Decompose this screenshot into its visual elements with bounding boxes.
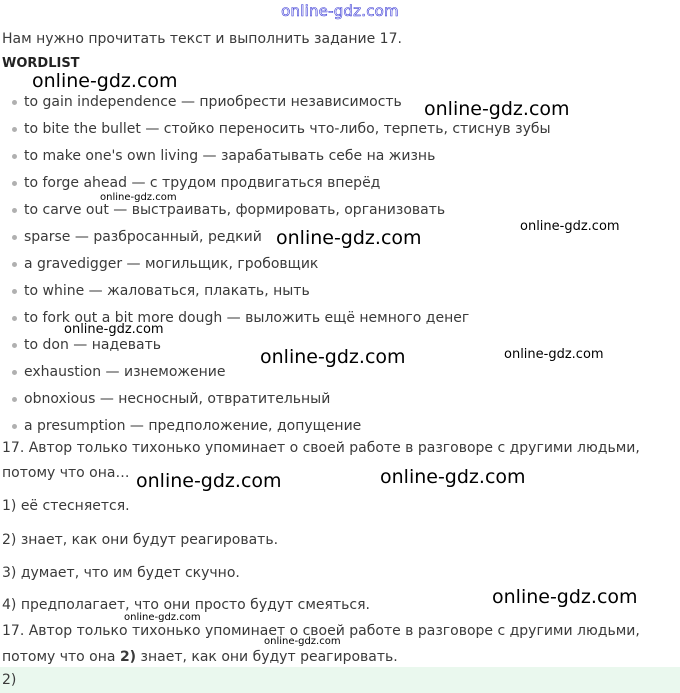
wordlist-item-text: obnoxious — несносный, отвратительный [24, 391, 331, 407]
watermark: online-gdz.com [504, 347, 604, 362]
answer-line-1: 17. Автор только тихонько упоминает о своей работе в разговоре с другими людьми, [2, 623, 640, 639]
watermark: online-gdz.com [64, 322, 164, 337]
bullet-icon [12, 316, 17, 321]
bullet-icon [12, 127, 17, 132]
wordlist-item-text: to bite the bullet — стойко переносить что-либо, терпеть, стиснув зубы [24, 121, 551, 137]
bullet-icon [12, 235, 17, 240]
question-option-4: 4) предполагает, что они просто будут смеяться. [2, 597, 370, 613]
wordlist-item [12, 307, 469, 329]
bullet-icon [12, 181, 17, 186]
question-option-3: 3) думает, что им будет скучно. [2, 565, 240, 581]
watermark: online-gdz.com [380, 466, 526, 488]
watermark: online-gdz.com [264, 636, 341, 647]
bullet-icon [12, 100, 17, 105]
watermark: online-gdz.com [124, 612, 201, 623]
bullet-icon [12, 424, 17, 429]
bullet-icon [12, 154, 17, 159]
wordlist-item-text: to make one's own living — зарабатывать себе на жизнь [24, 148, 436, 164]
wordlist-item-text: to fork out a bit more dough — выложить ещё немного денег [24, 310, 470, 326]
watermark: online-gdz.com [100, 192, 177, 203]
bullet-icon [12, 289, 17, 294]
wordlist-item [12, 118, 551, 140]
wordlist-item-text: a presumption — предположение, допущение [24, 418, 362, 434]
wordlist-title: WORDLIST [2, 56, 80, 71]
wordlist-item [12, 199, 445, 221]
wordlist-item-text: to don — надевать [24, 337, 161, 353]
answer-line-2-prefix: потому что она [2, 649, 120, 665]
wordlist-item-text: sparse — разбросанный, редкий [24, 229, 262, 245]
answer-line-2 [2, 649, 398, 665]
watermark: online-gdz.com [276, 227, 422, 249]
wordlist-item [12, 253, 318, 275]
wordlist-item-text: to gain independence — приобрести независимость [24, 94, 402, 110]
question-line-2: потому что она… [2, 465, 130, 481]
wordlist-item-text: to forge ahead — с трудом продвигаться вперёд [24, 175, 381, 191]
answer-line-2-suffix: знает, как они будут реагировать. [136, 649, 398, 665]
watermark: online-gdz.com [492, 586, 638, 608]
wordlist-item [12, 415, 361, 437]
wordlist-item-text: exhaustion — изнеможение [24, 364, 226, 380]
bullet-icon [12, 343, 17, 348]
wordlist-item [12, 91, 402, 113]
intro-text: Нам нужно прочитать текст и выполнить задание 17. [2, 31, 402, 47]
bullet-icon [12, 208, 17, 213]
watermark: online-gdz.com [260, 346, 406, 368]
wordlist-item [12, 145, 435, 167]
bullet-icon [12, 397, 17, 402]
wordlist-item-text: to carve out — выстраивать, формировать, организовать [24, 202, 446, 218]
bullet-icon [12, 262, 17, 267]
wordlist-item [12, 361, 226, 383]
wordlist-item [12, 280, 310, 302]
final-answer: 2) [2, 672, 17, 688]
wordlist-item [12, 226, 262, 248]
watermark: online-gdz.com [136, 470, 282, 492]
wordlist-item [12, 388, 330, 410]
watermark: online-gdz.com [424, 98, 570, 120]
question-option-1: 1) её стесняется. [2, 498, 130, 514]
bullet-icon [12, 370, 17, 375]
question-option-2: 2) знает, как они будут реагировать. [2, 532, 279, 548]
header-watermark: online-gdz.com [281, 2, 399, 20]
wordlist-item [12, 172, 380, 194]
watermark: online-gdz.com [520, 219, 620, 234]
wordlist-item [12, 334, 161, 356]
question-line-1: 17. Автор только тихонько упоминает о своей работе в разговоре с другими людьми, [2, 440, 640, 456]
wordlist-item-text: to whine — жаловаться, плакать, ныть [24, 283, 310, 299]
wordlist-item-text: a gravedigger — могильщик, гробовщик [24, 256, 319, 272]
answer-choice: 2) [119, 649, 137, 665]
watermark: online-gdz.com [32, 70, 178, 92]
final-answer-bar [0, 667, 680, 693]
